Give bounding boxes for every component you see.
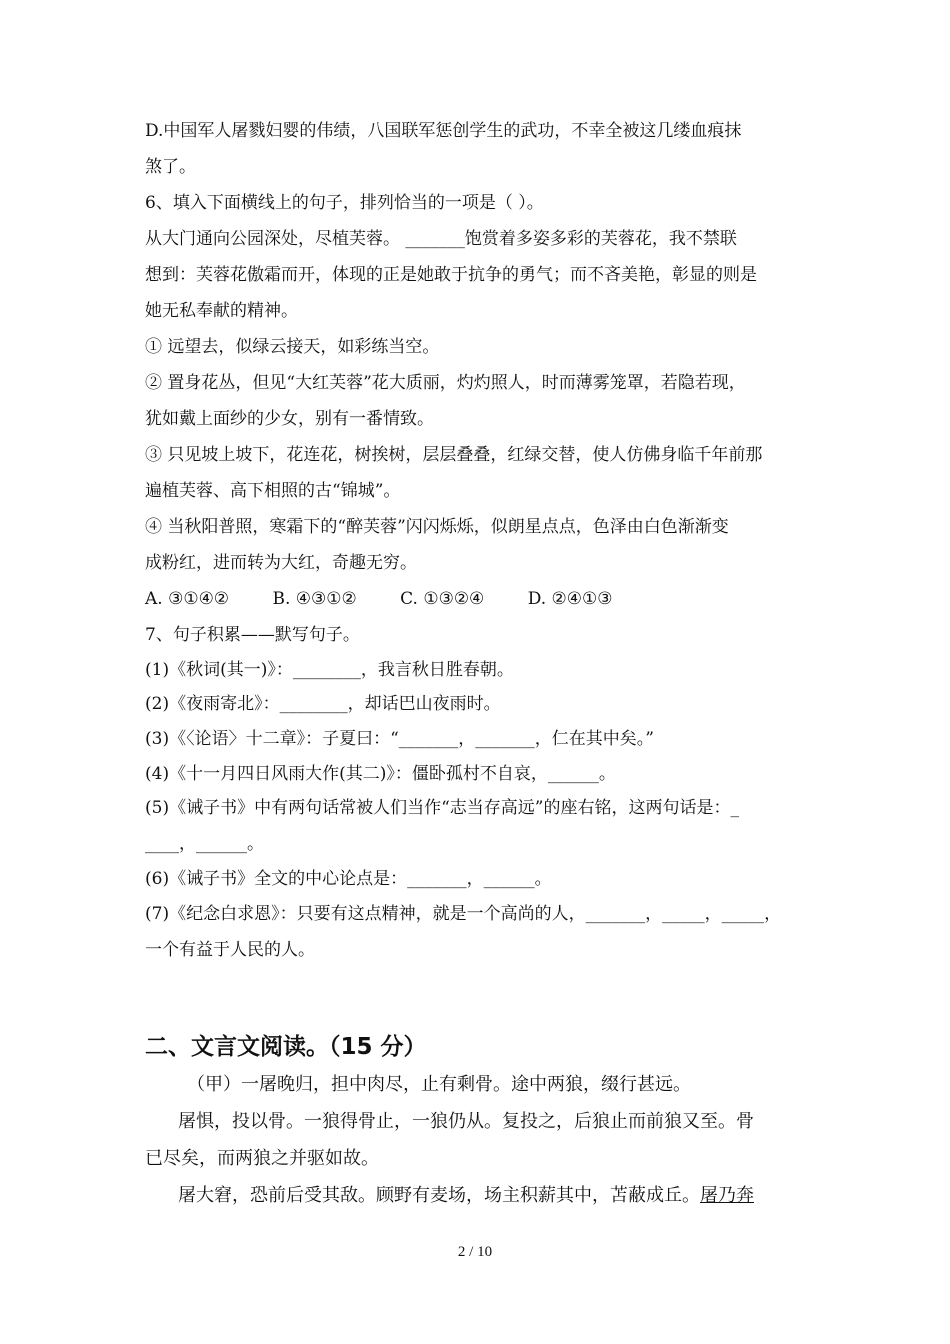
classical-text-line: 已尽矣，而两狼之并驱如故。 (145, 1148, 379, 1169)
q7-item: (2)《夜雨寄北》：________，却话巴山夜雨时。 (145, 694, 501, 714)
q6-option-c: C. ①③②④ (400, 589, 485, 609)
q6-options (145, 587, 651, 611)
q5-option-d-line1: D.中国军人屠戮妇婴的伟绩，八国联军惩创学生的武功，不幸全被这几缕血痕抹 (145, 121, 742, 141)
q7-item: (4)《十一月四日风雨大作(其二)》：僵卧孤村不自哀，______。 (145, 764, 616, 784)
q6-sentence-line: ③ 只见坡上坡下，花连花，树挨树，层层叠叠，红绿交替，使人仿佛身临千年前那 (145, 445, 763, 465)
underlined-phrase: 屠乃奔 (700, 1185, 754, 1206)
q6-option-a: A. ③①④② (145, 589, 230, 609)
q6-sentence-line: 遍植芙蓉、高下相照的古“锦城”。 (145, 481, 401, 501)
q6-sentence-line: ② 置身花丛，但见“大红芙蓉”花大质丽，灼灼照人，时而薄雾笼罩，若隐若现， (145, 373, 746, 393)
q7-item: (1)《秋词(其一)》：________，我言秋日胜春朝。 (145, 660, 514, 680)
q6-sentence-line: ④ 当秋阳普照，寒霜下的“醉芙蓉”闪闪烁烁，似朗星点点，色泽由白色渐渐变 (145, 517, 729, 537)
q7-item: (7)《纪念白求恩》：只要有这点精神，就是一个高尚的人，_______，_____，_____， (145, 904, 782, 924)
classical-text-line: （甲）一屠晚归，担中肉尽，止有剩骨。途中两狼，缀行甚远。 (187, 1074, 691, 1095)
q7-item: (6)《诫子书》全文的中心论点是：_______，______。 (145, 869, 552, 889)
q5-option-d-line2: 煞了。 (145, 157, 196, 177)
q6-passage-line: 想到：芙蓉花傲霜而开，体现的正是她敢于抗争的勇气；而不吝美艳，彰显的则是 (145, 265, 757, 285)
q6-passage-line: 她无私奉献的精神。 (145, 301, 298, 321)
q6-option-b: B. ④③①② (272, 589, 357, 609)
q6-passage-line: 从大门通向公园深处，尽植芙蓉。 _______饱赏着多姿多彩的芙蓉花，我不禁联 (145, 229, 737, 249)
q6-sentence-line: 成粉红，进而转为大红，奇趣无穷。 (145, 553, 417, 573)
q7-stem: 7、句子积累——默写句子。 (145, 625, 360, 645)
q6-sentence-line: ① 远望去，似绿云接天，如彩练当空。 (145, 337, 440, 357)
q6-sentence-line: 犹如戴上面纱的少女，别有一番情致。 (145, 409, 434, 429)
classical-text-segment: 屠大窘，恐前后受其敌。顾野有麦场，场主积薪其中，苫蔽成丘。 (178, 1185, 700, 1206)
q7-item: (3)《〈论语〉十二章》：子夏曰：“_______，_______，仁在其中矣。” (145, 729, 654, 749)
classical-text-line (178, 1183, 754, 1209)
q7-item: 一个有益于人民的人。 (145, 940, 315, 960)
q7-item: (5)《诫子书》中有两句话常被人们当作“志当存高远”的座右铭，这两句话是：_ (145, 798, 739, 818)
section-heading: 二、文言文阅读。（15 分） (145, 1034, 427, 1060)
q6-stem: 6、填入下面横线上的句子，排列恰当的一项是（ ）。 (145, 193, 544, 213)
classical-text-line: 屠惧，投以骨。一狼得骨止，一狼仍从。复投之，后狼止而前狼又至。骨 (178, 1111, 754, 1132)
q7-item: ____，______。 (145, 834, 264, 854)
page-number: 2 / 10 (457, 1244, 493, 1260)
q6-option-d: D. ②④①③ (527, 589, 613, 609)
